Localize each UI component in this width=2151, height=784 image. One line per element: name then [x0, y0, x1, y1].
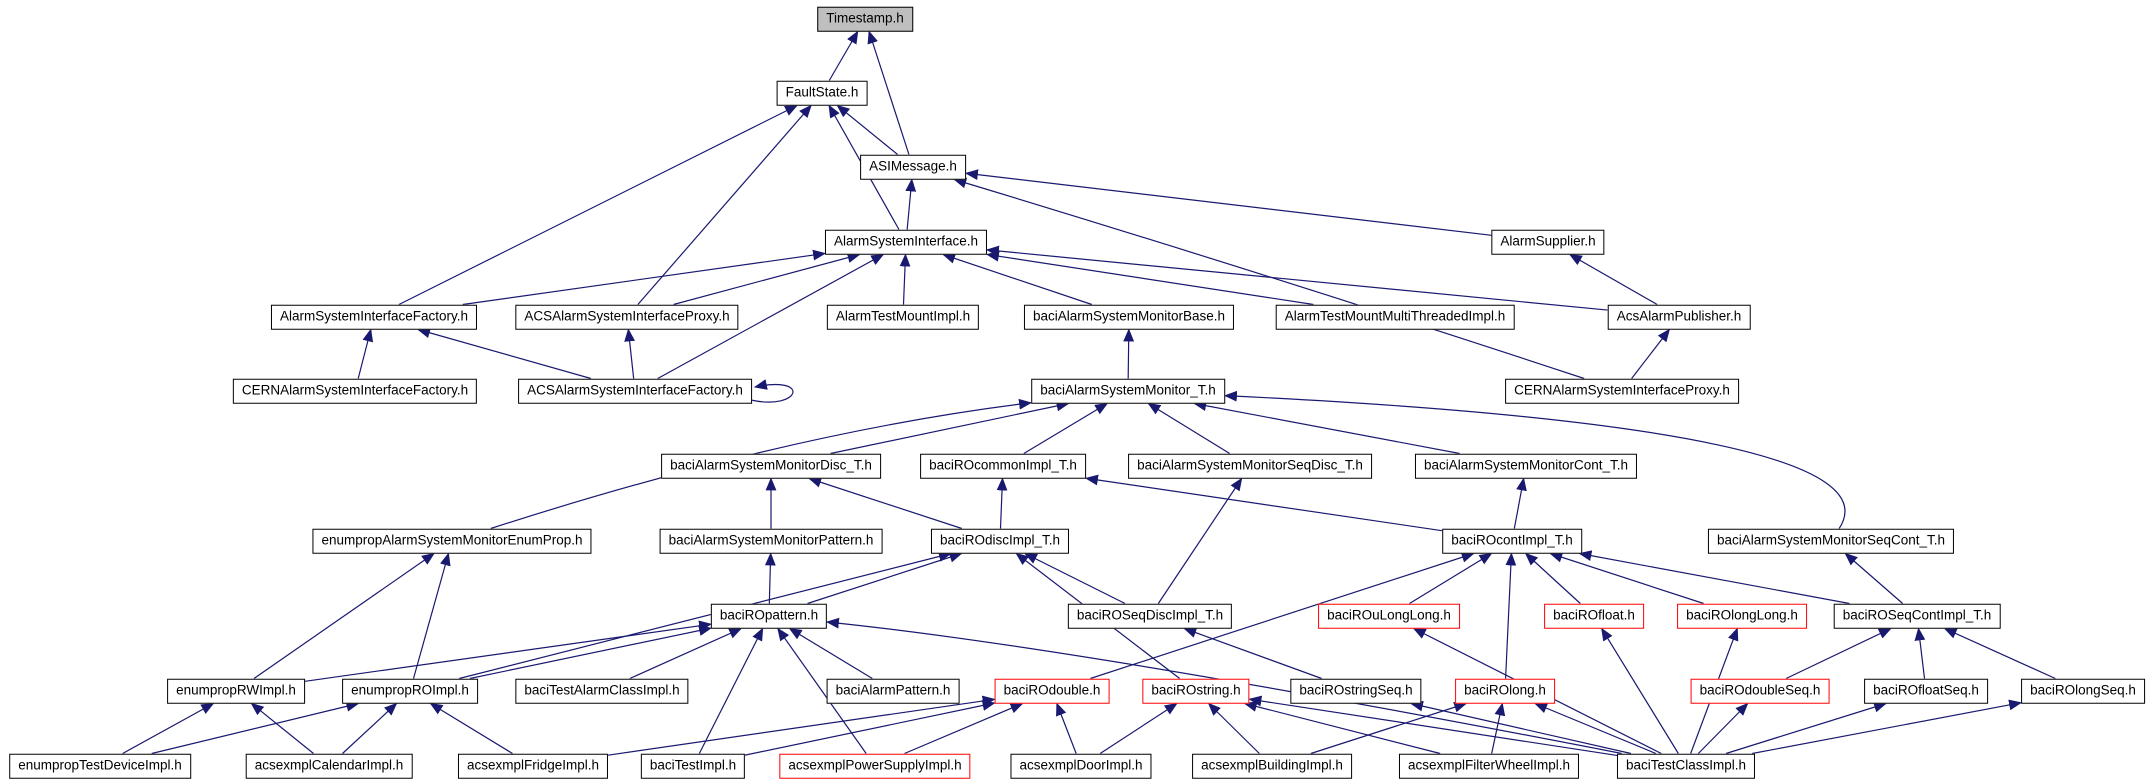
edge-arrow [1550, 554, 1703, 604]
edge-arrow [1001, 479, 1003, 529]
graph-node-bacialarmsystemmonitorseqcont-t-h[interactable]: baciAlarmSystemMonitorSeqCont_T.h [1708, 529, 1954, 554]
edge-arrow [1752, 703, 2021, 754]
edge-arrow [1698, 704, 1747, 754]
edge-arrow [431, 704, 513, 754]
edge-arrow [1506, 554, 1512, 679]
edge-arrow [808, 554, 962, 604]
edge-arrow [1128, 330, 1129, 379]
edge-arrow [1632, 330, 1670, 379]
edge-arrow [809, 479, 962, 529]
edge-arrow [1024, 404, 1107, 454]
edge-arrow [790, 629, 873, 679]
edge-arrow [943, 255, 1092, 305]
edge-arrow [907, 180, 912, 230]
edge-arrow [459, 554, 951, 679]
graph-node-bacitestclassimpl-h[interactable]: baciTestClassImpl.h [1617, 754, 1755, 779]
edge-arrow [1100, 704, 1177, 754]
edge-arrow [1945, 629, 2056, 679]
graph-node-alarmtestmountimpl-h[interactable]: AlarmTestMountImpl.h [827, 305, 979, 330]
graph-node-acsexmplpowersupplyimpl-h[interactable]: acsexmplPowerSupplyImpl.h [779, 754, 970, 779]
graph-node-bacirofloat-h[interactable]: baciROfloat.h [1544, 604, 1644, 629]
graph-node-bacitestimpl-h[interactable]: baciTestImpl.h [641, 754, 745, 779]
edge-arrow [418, 330, 591, 379]
edge-arrow [1786, 629, 1891, 679]
edge-arrow [1845, 554, 1902, 604]
edge-arrow [837, 106, 897, 155]
graph-node-acsexmplfilterwheelimpl-h[interactable]: acsexmplFilterWheelImpl.h [1399, 754, 1579, 779]
edge-arrow [1919, 629, 1925, 679]
edge-arrow [1148, 404, 1229, 454]
edge-arrow [1514, 479, 1523, 529]
edge-arrow [343, 704, 397, 754]
edge-arrow [608, 699, 995, 755]
graph-node-acsexmplbuildingimpl-h[interactable]: acsexmplBuildingImpl.h [1192, 754, 1352, 779]
edge-arrow [254, 554, 434, 679]
edge-arrow [399, 106, 797, 305]
graph-node-acsalarmpublisher-h[interactable]: AcsAlarmPublisher.h [1608, 305, 1751, 330]
edge-arrow [252, 704, 314, 754]
graph-node-acsalarmsysteminterfaceproxy-h[interactable]: ACSAlarmSystemInterfaceProxy.h [515, 305, 738, 330]
edge-arrow [1570, 255, 1657, 305]
graph-node-bacirocommonimpl-t-h[interactable]: baciROcommonImpl_T.h [920, 454, 1086, 479]
graph-node-bacirodoubleseq-h[interactable]: baciROdoubleSeq.h [1691, 679, 1830, 704]
graph-node-enumproptestdeviceimpl-h[interactable]: enumpropTestDeviceImpl.h [9, 754, 191, 779]
edge-arrow [831, 404, 1069, 454]
graph-node-bacialarmsystemmonitordisc-t-h[interactable]: baciAlarmSystemMonitorDisc_T.h [661, 454, 881, 479]
edge-arrow [1209, 704, 1260, 754]
edge-arrow [305, 624, 711, 681]
edge-arrow [1580, 554, 1850, 604]
edge-arrow [1158, 479, 1241, 604]
graph-node-bacirostringseq-h[interactable]: baciROstringSeq.h [1290, 679, 1421, 704]
graph-node-baciroulonglong-h[interactable]: baciROuLongLong.h [1318, 604, 1460, 629]
graph-node-baciroseqdiscimpl-t-h[interactable]: baciROSeqDiscImpl_T.h [1068, 604, 1232, 629]
graph-node-bacialarmsystemmonitorcont-t-h[interactable]: baciAlarmSystemMonitorCont_T.h [1415, 454, 1637, 479]
edge-arrow [1086, 478, 1442, 530]
edge-arrow [1602, 629, 1679, 754]
graph-node-bacirolonglong-h[interactable]: baciROlongLong.h [1677, 604, 1807, 629]
edge-arrow [414, 554, 449, 679]
graph-node-alarmsupplier-h[interactable]: AlarmSupplier.h [1491, 230, 1604, 255]
edge-arrow [1025, 554, 1125, 604]
edge-arrow [751, 385, 793, 403]
graph-node-bacirolongseq-h[interactable]: baciROlongSeq.h [2021, 679, 2145, 704]
graph-node-cernalarmsysteminterfacefactory-h[interactable]: CERNAlarmSystemInterfaceFactory.h [233, 379, 477, 404]
edge-arrow [152, 704, 359, 754]
edge-arrow [1194, 404, 1459, 454]
graph-node-enumproproimpl-h[interactable]: enumpropROImpl.h [342, 679, 478, 704]
graph-node-enumpropalarmsystemmonitorenumprop-h[interactable]: enumpropAlarmSystemMonitorEnumProp.h [312, 529, 591, 554]
graph-node-bacirolong-h[interactable]: baciROlong.h [1455, 679, 1555, 704]
edge-arrow [1250, 699, 1618, 755]
graph-node-alarmtestmountmultithreadedimpl-h[interactable]: AlarmTestMountMultiThreadedImpl.h [1276, 305, 1515, 330]
graph-node-baciropattern-h[interactable]: baciROpattern.h [711, 604, 827, 629]
graph-node-cernalarmsysteminterfaceproxy-h[interactable]: CERNAlarmSystemInterfaceProxy.h [1505, 379, 1739, 404]
edge-arrow [1057, 704, 1076, 754]
graph-node-bacirostring-h[interactable]: baciROstring.h [1142, 679, 1249, 704]
graph-node-bacirocontimpl-t-h[interactable]: baciROcontImpl_T.h [1442, 529, 1582, 554]
edge-arrow [630, 629, 741, 679]
graph-node-acsexmplfridgeimpl-h[interactable]: acsexmplFridgeImpl.h [458, 754, 608, 779]
edge-arrow [358, 330, 371, 379]
graph-node-enumproprwimpl-h[interactable]: enumpropRWImpl.h [167, 679, 305, 704]
graph-node-acsexmplcalendarimpl-h[interactable]: acsexmplCalendarImpl.h [246, 754, 413, 779]
graph-node-acsalarmsysteminterfacefactory-h[interactable]: ACSAlarmSystemInterfaceFactory.h [518, 379, 752, 404]
graph-node-acsexmpldoorimpl-h[interactable]: acsexmplDoorImpl.h [1010, 754, 1151, 779]
graph-node-baciroseqcontimpl-t-h[interactable]: baciROSeqContImpl_T.h [1834, 604, 2001, 629]
graph-node-bacitestalarmclassimpl-h[interactable]: baciTestAlarmClassImpl.h [515, 679, 688, 704]
graph-node-bacialarmsystemmonitorbase-h[interactable]: baciAlarmSystemMonitorBase.h [1024, 305, 1234, 330]
graph-node-faultstate-h[interactable]: FaultState.h [777, 81, 868, 106]
edge-arrow [904, 255, 906, 305]
graph-node-timestamp-h: Timestamp.h [817, 7, 913, 32]
edge-arrow [966, 173, 1492, 235]
edge-arrow [987, 254, 1314, 304]
graph-node-bacirodouble-h[interactable]: baciROdouble.h [995, 679, 1110, 704]
graph-node-alarmsysteminterfacefactory-h[interactable]: AlarmSystemInterfaceFactory.h [271, 305, 477, 330]
edge-arrow [123, 704, 214, 754]
edge-arrow [1184, 629, 1321, 679]
graph-node-bacirodiscimpl-t-h[interactable]: baciROdiscImpl_T.h [931, 529, 1069, 554]
graph-node-bacirofloatseq-h[interactable]: baciROfloatSeq.h [1864, 679, 1988, 704]
edge-arrow [1245, 704, 1440, 754]
edge-arrow [905, 704, 1023, 754]
graph-node-bacialarmsystemmonitorseqdisc-t-h[interactable]: baciAlarmSystemMonitorSeqDisc_T.h [1128, 454, 1372, 479]
edge-arrow [829, 32, 857, 81]
edge-arrow [628, 330, 633, 379]
graph-node-bacialarmsystemmonitor-t-h[interactable]: baciAlarmSystemMonitor_T.h [1031, 379, 1225, 404]
graph-node-bacialarmpattern-h[interactable]: baciAlarmPattern.h [827, 679, 960, 704]
edge-arrow [745, 703, 995, 755]
edge-arrow [769, 554, 770, 604]
graph-node-alarmsysteminterface-h[interactable]: AlarmSystemInterface.h [825, 230, 987, 255]
graph-node-asimessage-h[interactable]: ASIMessage.h [860, 155, 966, 180]
edge-arrow [1726, 704, 1886, 754]
graph-node-bacialarmsystemmonitorpattern-h[interactable]: baciAlarmSystemMonitorPattern.h [660, 529, 883, 554]
